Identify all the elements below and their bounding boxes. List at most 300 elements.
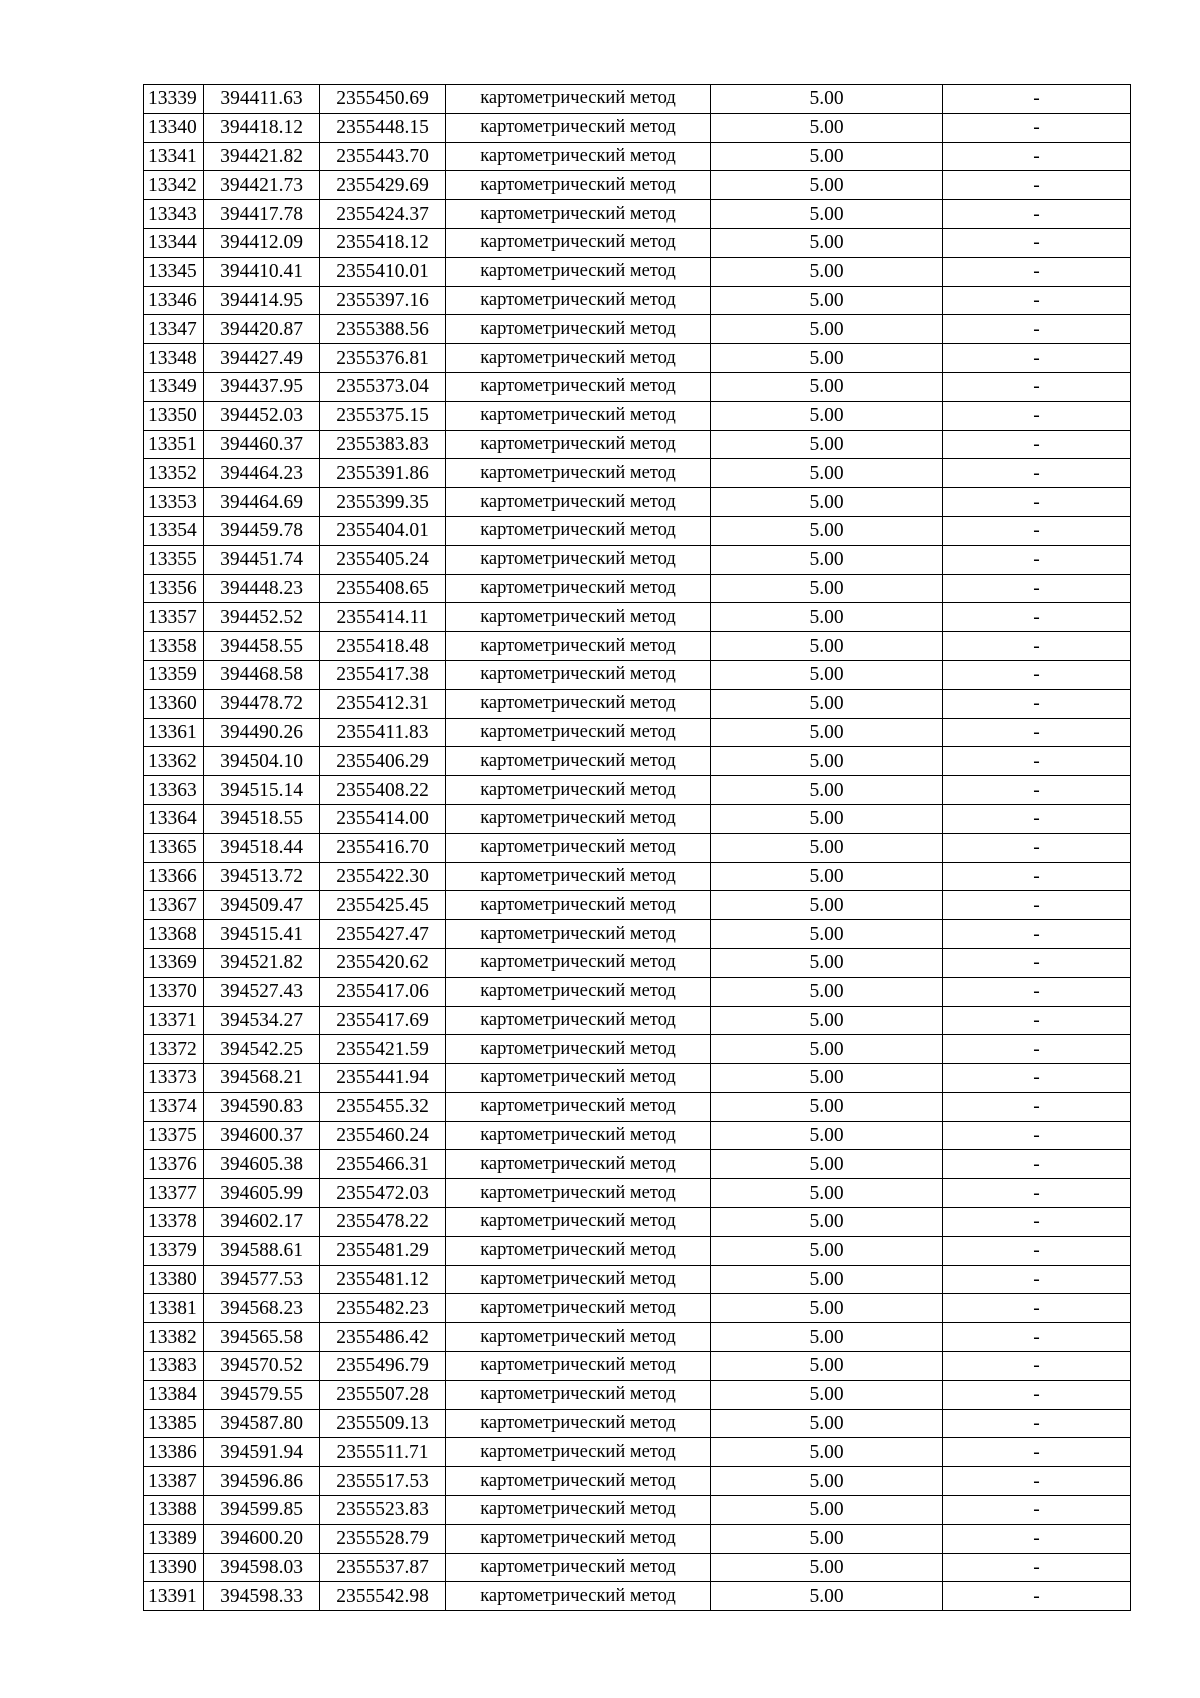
table-row — [144, 891, 1131, 920]
x-coordinate-cell: 394421.73 — [204, 171, 320, 200]
point-number-cell: 13366 — [144, 862, 204, 891]
accuracy-cell: 5.00 — [711, 1409, 943, 1438]
point-number-cell: 13359 — [144, 660, 204, 689]
note-cell: - — [943, 344, 1131, 373]
point-number-cell: 13341 — [144, 142, 204, 171]
y-coordinate-cell: 2355416.70 — [320, 833, 446, 862]
note-cell: - — [943, 948, 1131, 977]
method-cell: картометрический метод — [446, 776, 711, 805]
table-row — [144, 488, 1131, 517]
point-number-cell: 13380 — [144, 1265, 204, 1294]
y-coordinate-cell: 2355542.98 — [320, 1582, 446, 1611]
method-cell: картометрический метод — [446, 286, 711, 315]
point-number-cell: 13390 — [144, 1553, 204, 1582]
point-number-cell: 13391 — [144, 1582, 204, 1611]
method-cell: картометрический метод — [446, 113, 711, 142]
method-cell: картометрический метод — [446, 632, 711, 661]
y-coordinate-cell: 2355537.87 — [320, 1553, 446, 1582]
table-row — [144, 1352, 1131, 1381]
note-cell: - — [943, 1179, 1131, 1208]
y-coordinate-cell: 2355466.31 — [320, 1150, 446, 1179]
table-row — [144, 1438, 1131, 1467]
method-cell: картометрический метод — [446, 315, 711, 344]
point-number-cell: 13351 — [144, 430, 204, 459]
accuracy-cell: 5.00 — [711, 1121, 943, 1150]
x-coordinate-cell: 394515.41 — [204, 920, 320, 949]
y-coordinate-cell: 2355517.53 — [320, 1467, 446, 1496]
point-number-cell: 13385 — [144, 1409, 204, 1438]
table-row — [144, 315, 1131, 344]
x-coordinate-cell: 394600.20 — [204, 1524, 320, 1553]
note-cell: - — [943, 200, 1131, 229]
table-row — [144, 603, 1131, 632]
x-coordinate-cell: 394599.85 — [204, 1496, 320, 1525]
note-cell: - — [943, 1524, 1131, 1553]
accuracy-cell: 5.00 — [711, 113, 943, 142]
table-row — [144, 1380, 1131, 1409]
note-cell: - — [943, 920, 1131, 949]
y-coordinate-cell: 2355427.47 — [320, 920, 446, 949]
method-cell: картометрический метод — [446, 401, 711, 430]
accuracy-cell: 5.00 — [711, 200, 943, 229]
table-row — [144, 142, 1131, 171]
accuracy-cell: 5.00 — [711, 344, 943, 373]
note-cell: - — [943, 1236, 1131, 1265]
note-cell: - — [943, 977, 1131, 1006]
method-cell: картометрический метод — [446, 833, 711, 862]
y-coordinate-cell: 2355478.22 — [320, 1208, 446, 1237]
note-cell: - — [943, 804, 1131, 833]
note-cell: - — [943, 1352, 1131, 1381]
x-coordinate-cell: 394518.55 — [204, 804, 320, 833]
y-coordinate-cell: 2355417.06 — [320, 977, 446, 1006]
accuracy-cell: 5.00 — [711, 1524, 943, 1553]
y-coordinate-cell: 2355388.56 — [320, 315, 446, 344]
method-cell: картометрический метод — [446, 257, 711, 286]
x-coordinate-cell: 394591.94 — [204, 1438, 320, 1467]
x-coordinate-cell: 394527.43 — [204, 977, 320, 1006]
accuracy-cell: 5.00 — [711, 257, 943, 286]
method-cell: картометрический метод — [446, 1265, 711, 1294]
accuracy-cell: 5.00 — [711, 171, 943, 200]
point-number-cell: 13353 — [144, 488, 204, 517]
accuracy-cell: 5.00 — [711, 632, 943, 661]
note-cell: - — [943, 1380, 1131, 1409]
table-row — [144, 401, 1131, 430]
note-cell: - — [943, 776, 1131, 805]
table-row — [144, 1150, 1131, 1179]
point-number-cell: 13352 — [144, 459, 204, 488]
method-cell: картометрический метод — [446, 200, 711, 229]
accuracy-cell: 5.00 — [711, 1323, 943, 1352]
point-number-cell: 13363 — [144, 776, 204, 805]
y-coordinate-cell: 2355420.62 — [320, 948, 446, 977]
note-cell: - — [943, 1265, 1131, 1294]
note-cell: - — [943, 1553, 1131, 1582]
y-coordinate-cell: 2355460.24 — [320, 1121, 446, 1150]
accuracy-cell: 5.00 — [711, 660, 943, 689]
accuracy-cell: 5.00 — [711, 459, 943, 488]
table-row — [144, 1553, 1131, 1582]
x-coordinate-cell: 394420.87 — [204, 315, 320, 344]
y-coordinate-cell: 2355441.94 — [320, 1064, 446, 1093]
point-number-cell: 13365 — [144, 833, 204, 862]
accuracy-cell: 5.00 — [711, 1496, 943, 1525]
table-row — [144, 1236, 1131, 1265]
x-coordinate-cell: 394534.27 — [204, 1006, 320, 1035]
table-row — [144, 228, 1131, 257]
method-cell: картометрический метод — [446, 171, 711, 200]
y-coordinate-cell: 2355421.59 — [320, 1035, 446, 1064]
accuracy-cell: 5.00 — [711, 977, 943, 1006]
note-cell: - — [943, 372, 1131, 401]
x-coordinate-cell: 394464.23 — [204, 459, 320, 488]
note-cell: - — [943, 1467, 1131, 1496]
x-coordinate-cell: 394464.69 — [204, 488, 320, 517]
x-coordinate-cell: 394521.82 — [204, 948, 320, 977]
x-coordinate-cell: 394421.82 — [204, 142, 320, 171]
point-number-cell: 13350 — [144, 401, 204, 430]
method-cell: картометрический метод — [446, 516, 711, 545]
x-coordinate-cell: 394451.74 — [204, 545, 320, 574]
method-cell: картометрический метод — [446, 1208, 711, 1237]
x-coordinate-cell: 394542.25 — [204, 1035, 320, 1064]
y-coordinate-cell: 2355443.70 — [320, 142, 446, 171]
y-coordinate-cell: 2355404.01 — [320, 516, 446, 545]
y-coordinate-cell: 2355482.23 — [320, 1294, 446, 1323]
method-cell: картометрический метод — [446, 459, 711, 488]
x-coordinate-cell: 394568.23 — [204, 1294, 320, 1323]
accuracy-cell: 5.00 — [711, 1438, 943, 1467]
table-row — [144, 1582, 1131, 1611]
point-number-cell: 13372 — [144, 1035, 204, 1064]
accuracy-cell: 5.00 — [711, 1467, 943, 1496]
x-coordinate-cell: 394459.78 — [204, 516, 320, 545]
point-number-cell: 13346 — [144, 286, 204, 315]
method-cell: картометрический метод — [446, 747, 711, 776]
note-cell: - — [943, 1006, 1131, 1035]
table-row — [144, 1409, 1131, 1438]
point-number-cell: 13340 — [144, 113, 204, 142]
method-cell: картометрический метод — [446, 718, 711, 747]
point-number-cell: 13355 — [144, 545, 204, 574]
x-coordinate-cell: 394427.49 — [204, 344, 320, 373]
y-coordinate-cell: 2355375.15 — [320, 401, 446, 430]
method-cell: картометрический метод — [446, 1380, 711, 1409]
note-cell: - — [943, 1496, 1131, 1525]
point-number-cell: 13382 — [144, 1323, 204, 1352]
y-coordinate-cell: 2355455.32 — [320, 1092, 446, 1121]
x-coordinate-cell: 394590.83 — [204, 1092, 320, 1121]
accuracy-cell: 5.00 — [711, 1553, 943, 1582]
x-coordinate-cell: 394460.37 — [204, 430, 320, 459]
accuracy-cell: 5.00 — [711, 516, 943, 545]
table-row — [144, 430, 1131, 459]
y-coordinate-cell: 2355412.31 — [320, 689, 446, 718]
point-number-cell: 13384 — [144, 1380, 204, 1409]
method-cell: картометрический метод — [446, 1524, 711, 1553]
y-coordinate-cell: 2355408.65 — [320, 574, 446, 603]
note-cell: - — [943, 689, 1131, 718]
y-coordinate-cell: 2355472.03 — [320, 1179, 446, 1208]
point-number-cell: 13358 — [144, 632, 204, 661]
table-row — [144, 1524, 1131, 1553]
method-cell: картометрический метод — [446, 344, 711, 373]
table-row — [144, 977, 1131, 1006]
table-row — [144, 1265, 1131, 1294]
method-cell: картометрический метод — [446, 1467, 711, 1496]
x-coordinate-cell: 394596.86 — [204, 1467, 320, 1496]
y-coordinate-cell: 2355481.12 — [320, 1265, 446, 1294]
note-cell: - — [943, 257, 1131, 286]
method-cell: картометрический метод — [446, 1438, 711, 1467]
note-cell: - — [943, 315, 1131, 344]
point-number-cell: 13339 — [144, 85, 204, 114]
method-cell: картометрический метод — [446, 1179, 711, 1208]
method-cell: картометрический метод — [446, 1553, 711, 1582]
note-cell: - — [943, 142, 1131, 171]
method-cell: картометрический метод — [446, 488, 711, 517]
note-cell: - — [943, 1064, 1131, 1093]
x-coordinate-cell: 394452.03 — [204, 401, 320, 430]
point-number-cell: 13379 — [144, 1236, 204, 1265]
x-coordinate-cell: 394468.58 — [204, 660, 320, 689]
point-number-cell: 13376 — [144, 1150, 204, 1179]
method-cell: картометрический метод — [446, 603, 711, 632]
table-row — [144, 1179, 1131, 1208]
point-number-cell: 13357 — [144, 603, 204, 632]
note-cell: - — [943, 574, 1131, 603]
accuracy-cell: 5.00 — [711, 891, 943, 920]
x-coordinate-cell: 394568.21 — [204, 1064, 320, 1093]
table-row — [144, 516, 1131, 545]
note-cell: - — [943, 545, 1131, 574]
method-cell: картометрический метод — [446, 1496, 711, 1525]
point-number-cell: 13361 — [144, 718, 204, 747]
point-number-cell: 13389 — [144, 1524, 204, 1553]
x-coordinate-cell: 394414.95 — [204, 286, 320, 315]
y-coordinate-cell: 2355391.86 — [320, 459, 446, 488]
accuracy-cell: 5.00 — [711, 545, 943, 574]
accuracy-cell: 5.00 — [711, 1208, 943, 1237]
note-cell: - — [943, 1092, 1131, 1121]
accuracy-cell: 5.00 — [711, 804, 943, 833]
x-coordinate-cell: 394515.14 — [204, 776, 320, 805]
method-cell: картометрический метод — [446, 142, 711, 171]
accuracy-cell: 5.00 — [711, 142, 943, 171]
table-row — [144, 344, 1131, 373]
note-cell: - — [943, 516, 1131, 545]
x-coordinate-cell: 394437.95 — [204, 372, 320, 401]
table-row — [144, 718, 1131, 747]
point-number-cell: 13387 — [144, 1467, 204, 1496]
x-coordinate-cell: 394417.78 — [204, 200, 320, 229]
table-row — [144, 574, 1131, 603]
note-cell: - — [943, 1438, 1131, 1467]
x-coordinate-cell: 394509.47 — [204, 891, 320, 920]
y-coordinate-cell: 2355383.83 — [320, 430, 446, 459]
method-cell: картометрический метод — [446, 1409, 711, 1438]
note-cell: - — [943, 1582, 1131, 1611]
accuracy-cell: 5.00 — [711, 718, 943, 747]
note-cell: - — [943, 747, 1131, 776]
x-coordinate-cell: 394598.33 — [204, 1582, 320, 1611]
accuracy-cell: 5.00 — [711, 286, 943, 315]
y-coordinate-cell: 2355410.01 — [320, 257, 446, 286]
accuracy-cell: 5.00 — [711, 862, 943, 891]
x-coordinate-cell: 394600.37 — [204, 1121, 320, 1150]
y-coordinate-cell: 2355376.81 — [320, 344, 446, 373]
y-coordinate-cell: 2355528.79 — [320, 1524, 446, 1553]
accuracy-cell: 5.00 — [711, 1236, 943, 1265]
accuracy-cell: 5.00 — [711, 1150, 943, 1179]
coordinates-table-body — [144, 85, 1131, 1611]
note-cell: - — [943, 1208, 1131, 1237]
accuracy-cell: 5.00 — [711, 1092, 943, 1121]
x-coordinate-cell: 394598.03 — [204, 1553, 320, 1582]
y-coordinate-cell: 2355450.69 — [320, 85, 446, 114]
note-cell: - — [943, 171, 1131, 200]
point-number-cell: 13378 — [144, 1208, 204, 1237]
method-cell: картометрический метод — [446, 862, 711, 891]
accuracy-cell: 5.00 — [711, 401, 943, 430]
x-coordinate-cell: 394579.55 — [204, 1380, 320, 1409]
coordinates-table — [143, 84, 1131, 1611]
x-coordinate-cell: 394518.44 — [204, 833, 320, 862]
table-row — [144, 85, 1131, 114]
method-cell: картометрический метод — [446, 689, 711, 718]
point-number-cell: 13344 — [144, 228, 204, 257]
note-cell: - — [943, 891, 1131, 920]
accuracy-cell: 5.00 — [711, 228, 943, 257]
point-number-cell: 13356 — [144, 574, 204, 603]
y-coordinate-cell: 2355406.29 — [320, 747, 446, 776]
method-cell: картометрический метод — [446, 977, 711, 1006]
y-coordinate-cell: 2355425.45 — [320, 891, 446, 920]
x-coordinate-cell: 394410.41 — [204, 257, 320, 286]
table-row — [144, 833, 1131, 862]
y-coordinate-cell: 2355418.48 — [320, 632, 446, 661]
accuracy-cell: 5.00 — [711, 315, 943, 344]
x-coordinate-cell: 394513.72 — [204, 862, 320, 891]
note-cell: - — [943, 113, 1131, 142]
method-cell: картометрический метод — [446, 1150, 711, 1179]
accuracy-cell: 5.00 — [711, 689, 943, 718]
note-cell: - — [943, 862, 1131, 891]
y-coordinate-cell: 2355507.28 — [320, 1380, 446, 1409]
accuracy-cell: 5.00 — [711, 372, 943, 401]
point-number-cell: 13343 — [144, 200, 204, 229]
accuracy-cell: 5.00 — [711, 574, 943, 603]
point-number-cell: 13348 — [144, 344, 204, 373]
note-cell: - — [943, 401, 1131, 430]
y-coordinate-cell: 2355429.69 — [320, 171, 446, 200]
table-row — [144, 1121, 1131, 1150]
accuracy-cell: 5.00 — [711, 1582, 943, 1611]
accuracy-cell: 5.00 — [711, 1179, 943, 1208]
point-number-cell: 13371 — [144, 1006, 204, 1035]
note-cell: - — [943, 660, 1131, 689]
method-cell: картометрический метод — [446, 891, 711, 920]
point-number-cell: 13345 — [144, 257, 204, 286]
point-number-cell: 13360 — [144, 689, 204, 718]
table-row — [144, 776, 1131, 805]
table-row — [144, 372, 1131, 401]
table-row — [144, 1467, 1131, 1496]
x-coordinate-cell: 394605.38 — [204, 1150, 320, 1179]
y-coordinate-cell: 2355417.38 — [320, 660, 446, 689]
accuracy-cell: 5.00 — [711, 603, 943, 632]
x-coordinate-cell: 394570.52 — [204, 1352, 320, 1381]
x-coordinate-cell: 394504.10 — [204, 747, 320, 776]
y-coordinate-cell: 2355496.79 — [320, 1352, 446, 1381]
y-coordinate-cell: 2355509.13 — [320, 1409, 446, 1438]
method-cell: картометрический метод — [446, 1323, 711, 1352]
accuracy-cell: 5.00 — [711, 747, 943, 776]
x-coordinate-cell: 394448.23 — [204, 574, 320, 603]
x-coordinate-cell: 394565.58 — [204, 1323, 320, 1352]
point-number-cell: 13369 — [144, 948, 204, 977]
method-cell: картометрический метод — [446, 430, 711, 459]
y-coordinate-cell: 2355481.29 — [320, 1236, 446, 1265]
accuracy-cell: 5.00 — [711, 833, 943, 862]
point-number-cell: 13349 — [144, 372, 204, 401]
point-number-cell: 13374 — [144, 1092, 204, 1121]
table-row — [144, 948, 1131, 977]
table-row — [144, 1294, 1131, 1323]
point-number-cell: 13347 — [144, 315, 204, 344]
y-coordinate-cell: 2355418.12 — [320, 228, 446, 257]
accuracy-cell: 5.00 — [711, 85, 943, 114]
note-cell: - — [943, 1409, 1131, 1438]
note-cell: - — [943, 1121, 1131, 1150]
table-row — [144, 804, 1131, 833]
y-coordinate-cell: 2355422.30 — [320, 862, 446, 891]
method-cell: картометрический метод — [446, 1582, 711, 1611]
method-cell: картометрический метод — [446, 804, 711, 833]
table-row — [144, 113, 1131, 142]
method-cell: картометрический метод — [446, 948, 711, 977]
method-cell: картометрический метод — [446, 1064, 711, 1093]
note-cell: - — [943, 833, 1131, 862]
table-row — [144, 920, 1131, 949]
y-coordinate-cell: 2355486.42 — [320, 1323, 446, 1352]
method-cell: картометрический метод — [446, 920, 711, 949]
table-row — [144, 545, 1131, 574]
y-coordinate-cell: 2355405.24 — [320, 545, 446, 574]
note-cell: - — [943, 85, 1131, 114]
x-coordinate-cell: 394577.53 — [204, 1265, 320, 1294]
table-row — [144, 862, 1131, 891]
x-coordinate-cell: 394587.80 — [204, 1409, 320, 1438]
point-number-cell: 13370 — [144, 977, 204, 1006]
method-cell: картометрический метод — [446, 1352, 711, 1381]
method-cell: картометрический метод — [446, 574, 711, 603]
accuracy-cell: 5.00 — [711, 1380, 943, 1409]
x-coordinate-cell: 394588.61 — [204, 1236, 320, 1265]
accuracy-cell: 5.00 — [711, 776, 943, 805]
table-row — [144, 747, 1131, 776]
point-number-cell: 13368 — [144, 920, 204, 949]
method-cell: картометрический метод — [446, 228, 711, 257]
accuracy-cell: 5.00 — [711, 1294, 943, 1323]
point-number-cell: 13381 — [144, 1294, 204, 1323]
note-cell: - — [943, 228, 1131, 257]
table-row — [144, 660, 1131, 689]
accuracy-cell: 5.00 — [711, 1035, 943, 1064]
method-cell: картометрический метод — [446, 545, 711, 574]
note-cell: - — [943, 1035, 1131, 1064]
